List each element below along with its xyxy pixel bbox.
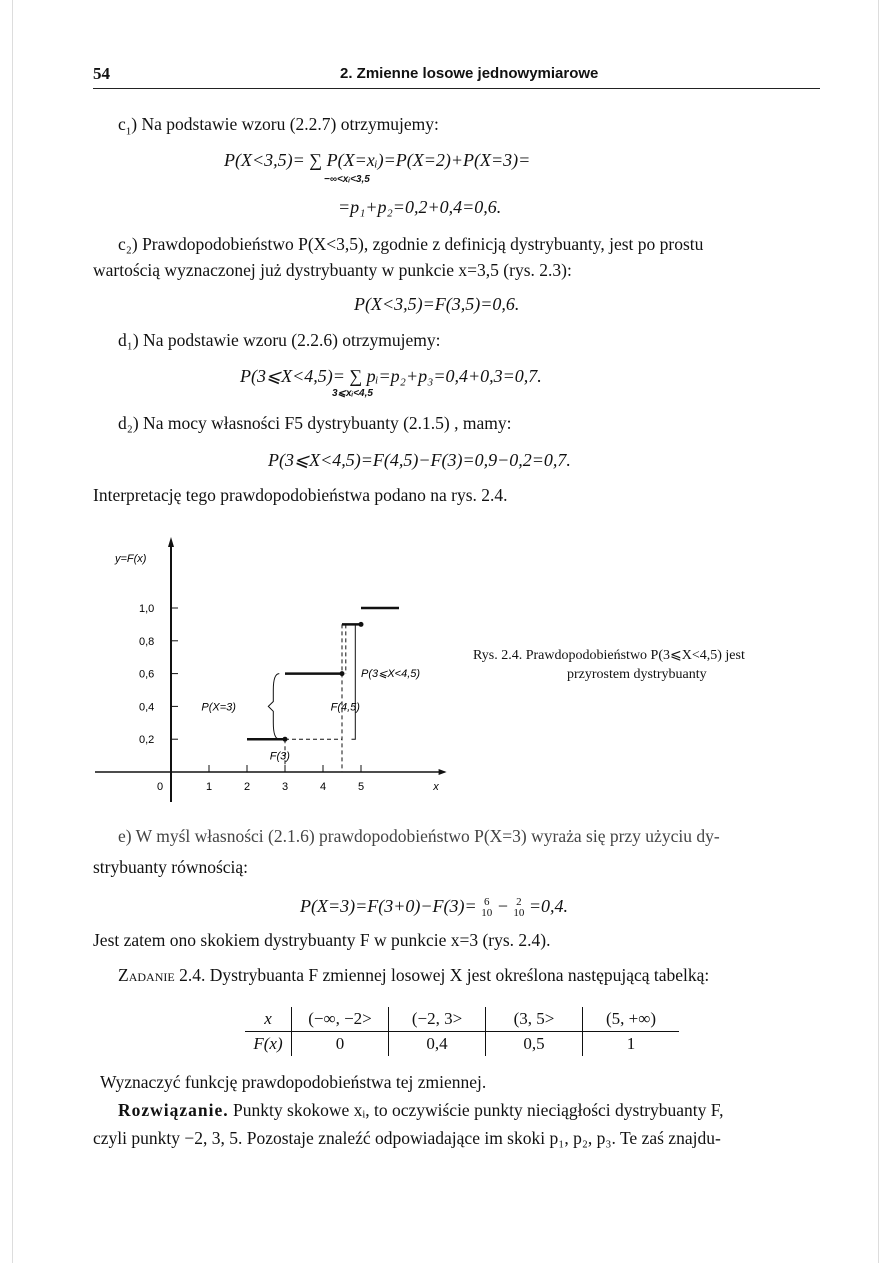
d1-paragraph: d₁) Na podstawie wzoru (2.2.6) otrzymujemy:	[118, 330, 441, 350]
c2-line-1: c₂) Prawdopodobieństwo P(X<3,5), zgodnie z definicją dystrybuanty, jest po prostu	[118, 234, 704, 254]
d2-paragraph: d₂) Na mocy własności F5 dystrybuanty (2.1.5) , mamy:	[118, 413, 512, 433]
d1-sum-range: 3⩽xᵢ<4,5	[332, 388, 373, 399]
bracket-prob	[352, 624, 356, 739]
table-row	[245, 1032, 679, 1057]
brace-px3	[268, 674, 279, 740]
c2-equation: P(X<3,5)=F(3,5)=0,6.	[354, 294, 520, 314]
y-tick-label: 0,2	[139, 734, 155, 747]
annot-prob: P(3⩽X<4,5)	[361, 667, 421, 680]
fraction-2-10: 2 10	[513, 895, 525, 919]
c1-equation-2: =p₁+p₂=0,2+0,4=0,6.	[338, 197, 502, 217]
x-tick-label: 0	[157, 781, 164, 793]
interpretation-text: Interpretację tego prawdopodobieństwa podano na rys. 2.4.	[93, 485, 508, 505]
table-cell: 0,4	[389, 1032, 486, 1057]
page-edge-left	[12, 0, 13, 1263]
e-line-3: Jest zatem ono skokiem dystrybuanty F w punkcie x=3 (rys. 2.4).	[93, 930, 551, 950]
table-cell: (5, +∞)	[605, 1009, 657, 1028]
fraction-6-10: 6 10	[481, 895, 493, 919]
annot-px3: P(X=3)	[201, 701, 236, 714]
table-cell: (3, 5>	[486, 1007, 583, 1032]
distribution-function-chart	[95, 535, 465, 805]
x-tick-label: 1	[206, 781, 213, 793]
distribution-table	[245, 1007, 679, 1056]
x-tick-label: 3	[282, 781, 289, 793]
table-cell: x	[245, 1007, 292, 1032]
x-tick-label: 2	[244, 781, 251, 793]
annot-f45: F(4,5)	[330, 701, 360, 714]
y-tick-label: 1,0	[139, 603, 155, 615]
x-axis-label: x	[433, 781, 439, 793]
table-cell: (−2, 3>	[389, 1007, 486, 1032]
y-axis-label: y=F(x)	[115, 553, 147, 565]
page-edge-right	[878, 0, 879, 1263]
d1-equation: P(3⩽X<4,5)= ∑ pᵢ=p₂+p₃=0,4+0,3=0,7.	[240, 366, 542, 386]
table-row	[245, 1007, 679, 1032]
figure-caption-line-2: przyrostem dystrybuanty	[567, 667, 707, 682]
e-line-1: e) W myśl własności (2.1.6) prawdopodobieństwo P(X=3) wyraża się przy użyciu dy-	[118, 826, 720, 846]
c1-paragraph: $c_1$) Na podstawie wzoru (2.2.7) otrzymujemy:	[118, 114, 439, 138]
c1-sum-range: −∞<xᵢ<3,5	[324, 174, 370, 185]
page-number: 54	[93, 64, 110, 83]
x-axis-arrow	[439, 769, 447, 775]
y-axis-arrow	[168, 537, 174, 547]
c1-equation-1: P(X<3,5)= ∑ P(X=xᵢ)=P(X=2)+P(X=3)=	[224, 150, 531, 170]
e-line-2: strybuanty równością:	[93, 857, 249, 877]
y-tick-label: 0,6	[139, 668, 155, 681]
annot-f3: F(3)	[269, 750, 290, 763]
y-tick-label: 0,8	[139, 635, 155, 648]
table-cell: (−∞, −2>	[292, 1007, 389, 1032]
step-endpoint-dot	[359, 622, 364, 627]
zadanie-paragraph: Zadanie 2.4. Dystrybuanta F zmiennej losowej X jest określona następującą tabelką:	[118, 965, 710, 985]
d2-equation: P(3⩽X<4,5)=F(4,5)−F(3)=0,9−0,2=0,7.	[268, 450, 571, 470]
x-tick-label: 5	[358, 781, 365, 793]
running-title: 2. Zmienne losowe jednowymiarowe	[340, 65, 599, 82]
table-cell: F(x)	[245, 1032, 292, 1057]
c2-line-2: wartością wyznaczonej już dystrybuanty w punkcie x=3,5 (rys. 2.3):	[93, 260, 572, 280]
y-tick-label: 0,4	[139, 701, 155, 714]
table-cell: 0	[292, 1032, 389, 1057]
x-tick-label: 4	[320, 781, 327, 793]
task-text: Wyznaczyć funkcję prawdopodobieństwa tej zmiennej.	[100, 1072, 487, 1092]
solution-line-2: czyli punkty −2, 3, 5. Pozostaje znaleźć odpowiadające im skoki p₁, p₂, p₃. Te zaś znajdu-	[93, 1128, 721, 1148]
table-cell: 1	[583, 1032, 680, 1057]
table-cell: 0,5	[486, 1032, 583, 1057]
solution-line-1: Rozwiązanie. Punkty skokowe xᵢ, to oczywiście punkty nieciągłości dystrybuanty F,	[118, 1100, 724, 1120]
header-rule	[93, 88, 820, 89]
figure-caption-line-1: Rys. 2.4. Prawdopodobieństwo P(3⩽X<4,5) jest	[473, 648, 745, 663]
e-equation: P(X=3)=F(3+0)−F(3)= 6 10 − 2 10 =0,4.	[300, 895, 568, 919]
